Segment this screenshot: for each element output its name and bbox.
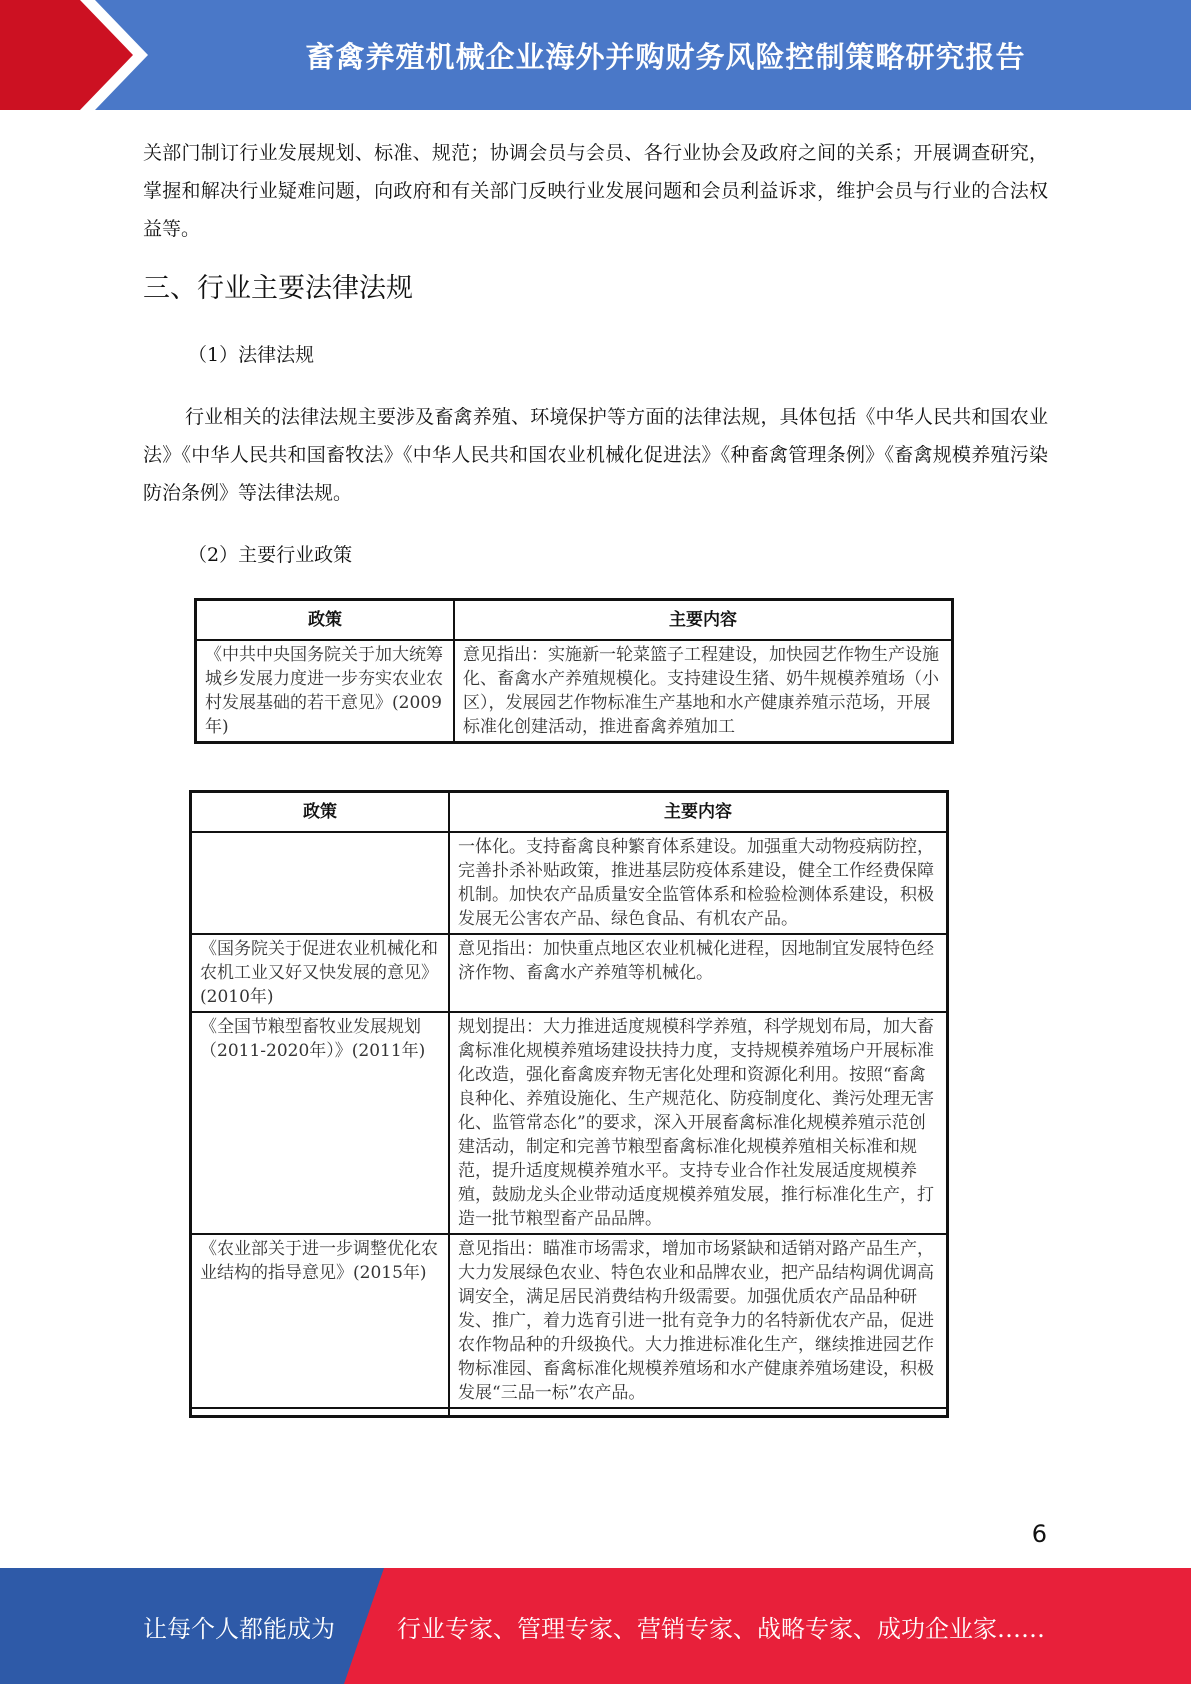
content-cell: 意见指出：瞄准市场需求，增加市场紧缺和适销对路产品生产，大力发展绿色农业、特色农业和品牌农业，把产品结构调优调高调安全，满足居民消费结构升级需要。加强优质农产品品种研发、推广，着力选育引进一批有竞争力的名特新优农产品，促进农作物品种的升级换代。大力推进标准化生产，继续推进园艺作物标准园、畜禽标准化规模养殖场和水产健康养殖场建设，积极发展“三品一标”农产品。 [449, 1234, 948, 1408]
column-header-policy: 政策 [196, 600, 455, 641]
table-header-row [196, 600, 953, 641]
page-number: 6 [1031, 1520, 1047, 1548]
page-footer [0, 1568, 1191, 1684]
policy-cell: 《农业部关于进一步调整优化农业结构的指导意见》(2015年) [191, 1234, 450, 1408]
table-row [196, 640, 953, 743]
policy-table-2 [189, 790, 949, 1418]
intro-paragraph: 关部门制订行业发展规划、标准、规范；协调会员与会员、各行业协会及政府之间的关系；开展调查研究，掌握和解决行业疑难问题，向政府和有关部门反映行业发展问题和会员利益诉求，维护会员与行业的合法权益等。 [143, 142, 1048, 240]
policy-cell: 《国务院关于促进农业机械化和农机工业又好又快发展的意见》(2010年) [191, 934, 450, 1012]
policy-cell: 《全国节粮型畜牧业发展规划（2011-2020年）》(2011年) [191, 1012, 450, 1234]
table-row [191, 934, 948, 1012]
content-cell: 意见指出：实施新一轮菜篮子工程建设，加快园艺作物生产设施化、畜禽水产养殖规模化。支持建设生猪、奶牛规模养殖场（小区），发展园艺作物标准生产基地和水产健康养殖示范场，开展标准化创建活动，推进畜禽养殖加工 [454, 640, 953, 743]
policy-cell [191, 832, 450, 934]
column-header-content: 主要内容 [454, 600, 953, 641]
table-row-cut-off [191, 1408, 948, 1417]
laws-paragraph: 行业相关的法律法规主要涉及畜禽养殖、环境保护等方面的法律法规，具体包括《中华人民共和国农业法》《中华人民共和国畜牧法》《中华人民共和国农业机械化促进法》《种畜禽管理条例》《畜禽规模养殖污染防治条例》等法律法规。 [143, 406, 1048, 504]
page-header [0, 0, 1191, 110]
subsection-policies: （2）主要行业政策 [188, 544, 353, 566]
policy-cell: 《中共中央国务院关于加大统筹城乡发展力度进一步夯实农业农村发展基础的若干意见》(2009年) [196, 640, 455, 743]
content-cell: 规划提出：大力推进适度规模科学养殖，科学规划布局，加大畜禽标准化规模养殖场建设扶持力度，支持规模养殖场户开展标准化改造，强化畜禽废弃物无害化处理和资源化利用。按照“畜禽良种化、养殖设施化、生产规范化、防疫制度化、粪污处理无害化、监管常态化”的要求，深入开展畜禽标准化规模养殖示范创建活动，制定和完善节粮型畜禽标准化规模养殖相关标准和规范，提升适度规模养殖水平。支持专业合作社发展适度规模养殖，鼓励龙头企业带动适度规模养殖发展，推行标准化生产，打造一批节粮型畜产品品牌。 [449, 1012, 948, 1234]
table-row [191, 1234, 948, 1408]
column-header-policy: 政策 [191, 792, 450, 833]
content-cell: 一体化。支持畜禽良种繁育体系建设。加强重大动物疫病防控，完善扑杀补贴政策，推进基层防疫体系建设，健全工作经费保障机制。加快农产品质量安全监管体系和检验检测体系建设，积极发展无公害农产品、绿色食品、有机农产品。 [449, 832, 948, 934]
table-header-row [191, 792, 948, 833]
table-row [191, 1012, 948, 1234]
column-header-content: 主要内容 [449, 792, 948, 833]
policy-table-1 [194, 598, 954, 744]
subsection-laws: （1）法律法规 [188, 344, 315, 366]
table-row [191, 832, 948, 934]
header-chevron-decoration [0, 0, 150, 110]
footer-slogan-right: 行业专家、管理专家、营销专家、战略专家、成功企业家…… [397, 1614, 1045, 1643]
report-title: 畜禽养殖机械企业海外并购财务风险控制策略研究报告 [305, 39, 1026, 74]
section-heading: 三、行业主要法律法规 [143, 273, 413, 304]
footer-slogan-left: 让每个人都能成为 [143, 1614, 335, 1643]
content-cell [449, 1408, 948, 1417]
content-cell: 意见指出：加快重点地区农业机械化进程，因地制宜发展特色经济作物、畜禽水产养殖等机械化。 [449, 934, 948, 1012]
policy-cell [191, 1408, 450, 1417]
